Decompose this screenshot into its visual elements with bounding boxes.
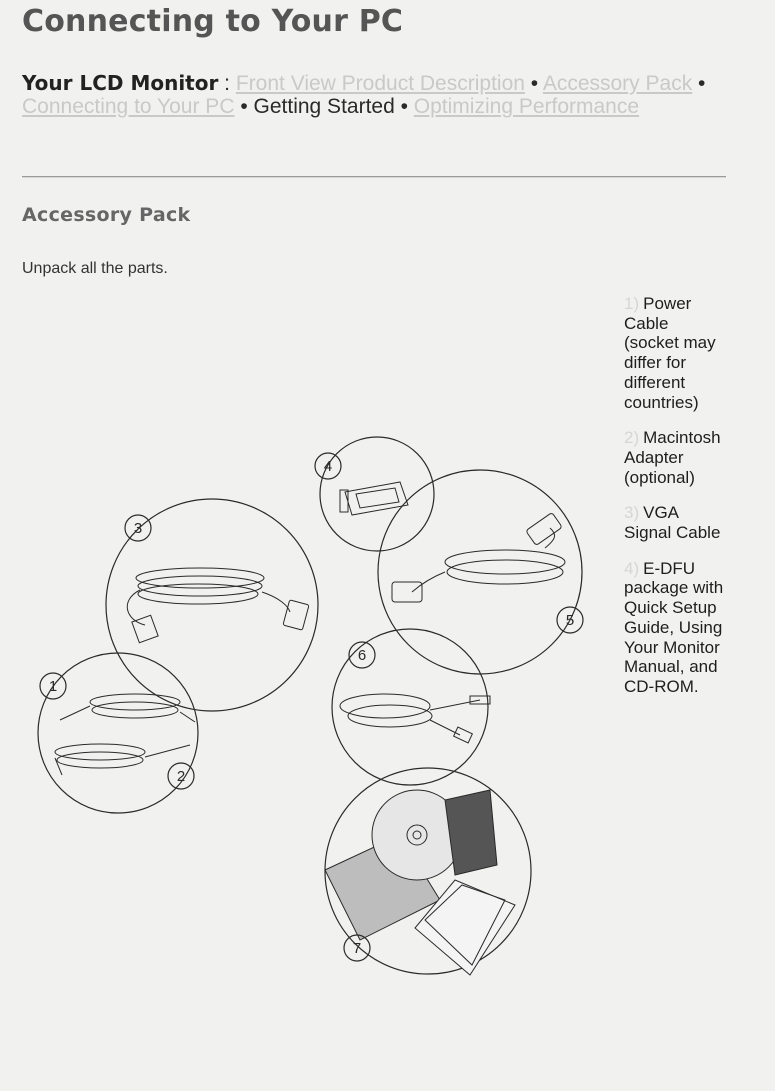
section-heading: Accessory Pack (22, 204, 191, 226)
callout-3: 3 (133, 520, 143, 537)
callout-6: 6 (357, 647, 367, 664)
callout-5: 5 (565, 612, 575, 629)
mac-adapter-icon (340, 482, 408, 515)
nav-link-optimizing-performance[interactable]: Optimizing Performance (413, 95, 640, 118)
power-cable-icon (127, 568, 309, 643)
nav-label: Your LCD Monitor (22, 71, 219, 95)
part-number: 3) (624, 503, 640, 523)
callout-2: 2 (176, 768, 186, 785)
callout-7: 7 (352, 940, 362, 957)
nav-link-accessory-pack[interactable]: Accessory Pack (542, 72, 693, 95)
nav-bullet: • (692, 72, 706, 95)
list-item (624, 503, 724, 542)
callout-1: 1 (48, 678, 58, 695)
list-item (624, 294, 724, 412)
usb-cable-circle (332, 629, 488, 785)
vga-cable-icon (392, 512, 565, 602)
part-number: 4) (624, 558, 640, 578)
parts-list (624, 294, 724, 713)
nav-colon: : (218, 72, 236, 95)
part-description: Power Cable (socket may differ for different countries) (624, 294, 716, 412)
vga-cable-circle (378, 470, 582, 674)
part-description: Macintosh Adapter (optional) (624, 428, 721, 487)
part-description: E-DFU package with Quick Setup Guide, Using Your Monitor Manual, and CD-ROM. (624, 558, 724, 696)
callout-4: 4 (323, 458, 333, 475)
nav-link-front-view[interactable]: Front View Product Description (235, 72, 525, 95)
nav-bullet: • (234, 95, 254, 118)
page-title: Connecting to Your PC (22, 4, 404, 39)
nav-bullet: • (394, 95, 414, 118)
usb-cable-icon (340, 694, 490, 743)
audio-cable-icon (55, 694, 195, 775)
part-number: 2) (624, 428, 640, 448)
intro-text: Unpack all the parts. (22, 260, 168, 277)
adapter-circle (320, 437, 434, 551)
list-item (624, 428, 724, 487)
nav-item-getting-started: Getting Started (253, 95, 395, 118)
list-item (624, 559, 724, 697)
nav-bullet: • (524, 72, 543, 95)
nav-link-connecting-to-your-pc[interactable]: Connecting to Your PC (22, 95, 235, 118)
part-description: VGA Signal Cable (624, 503, 721, 543)
part-number: 1) (624, 294, 640, 313)
